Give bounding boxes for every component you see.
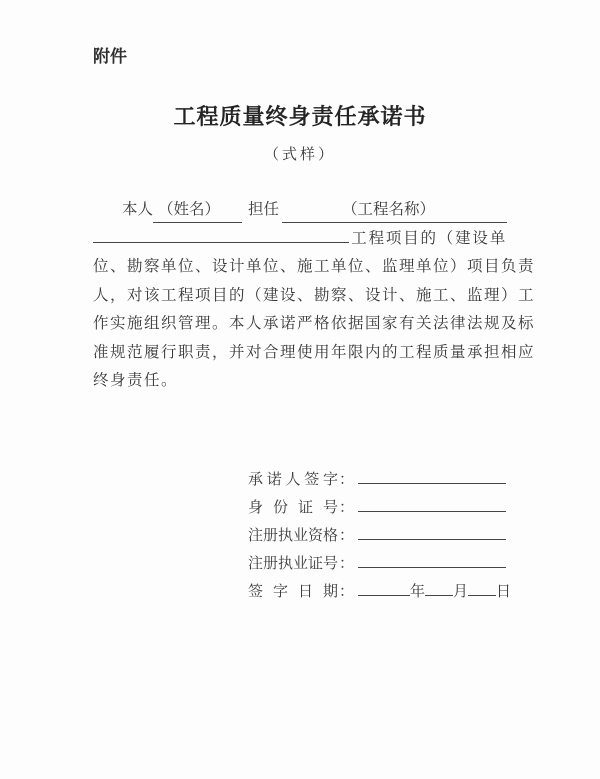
attachment-label: 附件 [93,47,127,66]
body-line-6: 准规范履行职责，并对合理使用年限内的工程质量承担相应 [93,343,536,361]
signer-signature-line [358,467,506,484]
signature-date-colon: ： [339,583,355,600]
body-line1-mid: 担任 [248,201,280,218]
page-subtitle: （式样） [263,147,336,163]
registered-qualification-line [358,523,506,540]
project-name-continuation-blank [93,242,349,243]
signer-signature-row [248,466,507,494]
day-blank-line [468,579,496,596]
registered-qualification-label: 注册执业资格 [248,527,339,544]
page-title: 工程质量终身责任承诺书 [173,104,427,129]
signature-block [248,466,512,606]
body-line-2 [93,225,507,254]
body-paragraph [93,196,536,396]
signature-date-row [248,578,512,606]
registered-qualification-colon: ： [339,527,355,544]
id-number-line [358,495,506,512]
body-line-5: 作实施组织管理。本人承诺严格依据国家有关法律法规及标 [93,315,536,332]
name-blank: （姓名） [153,198,242,223]
registered-certificate-row [248,550,507,578]
body-line-4: 人，对该工程项目的（建设、勘察、设计、施工、监理）工 [93,286,536,304]
project-name-blank: （工程名称） [282,198,507,223]
year-unit-label: 年 [410,583,426,600]
registered-qualification-row [248,522,507,550]
body-line2-text: 工程项目的（建设单 [351,229,507,247]
year-blank-line [358,579,410,596]
body-line-1 [93,196,507,225]
registered-certificate-label: 注册执业证号 [248,555,339,572]
month-blank-line [425,579,453,596]
body-line1-pre: 本人 [122,201,154,218]
registered-certificate-colon: ： [339,555,355,572]
signer-signature-label: 承诺人签字 [248,471,338,488]
registered-certificate-line [358,551,506,568]
id-number-colon: ： [339,499,355,516]
signer-signature-colon: ： [339,471,355,488]
id-number-row [248,494,507,522]
signature-date-label: 签字日期 [248,583,338,600]
body-line-3: 位、勘察单位、设计单位、施工单位、监理单位）项目负责 [93,258,536,275]
id-number-label: 身份证号 [248,499,338,516]
body-line-7: 终身责任。 [93,372,179,389]
day-unit-label: 日 [496,583,512,600]
month-unit-label: 月 [453,583,469,600]
